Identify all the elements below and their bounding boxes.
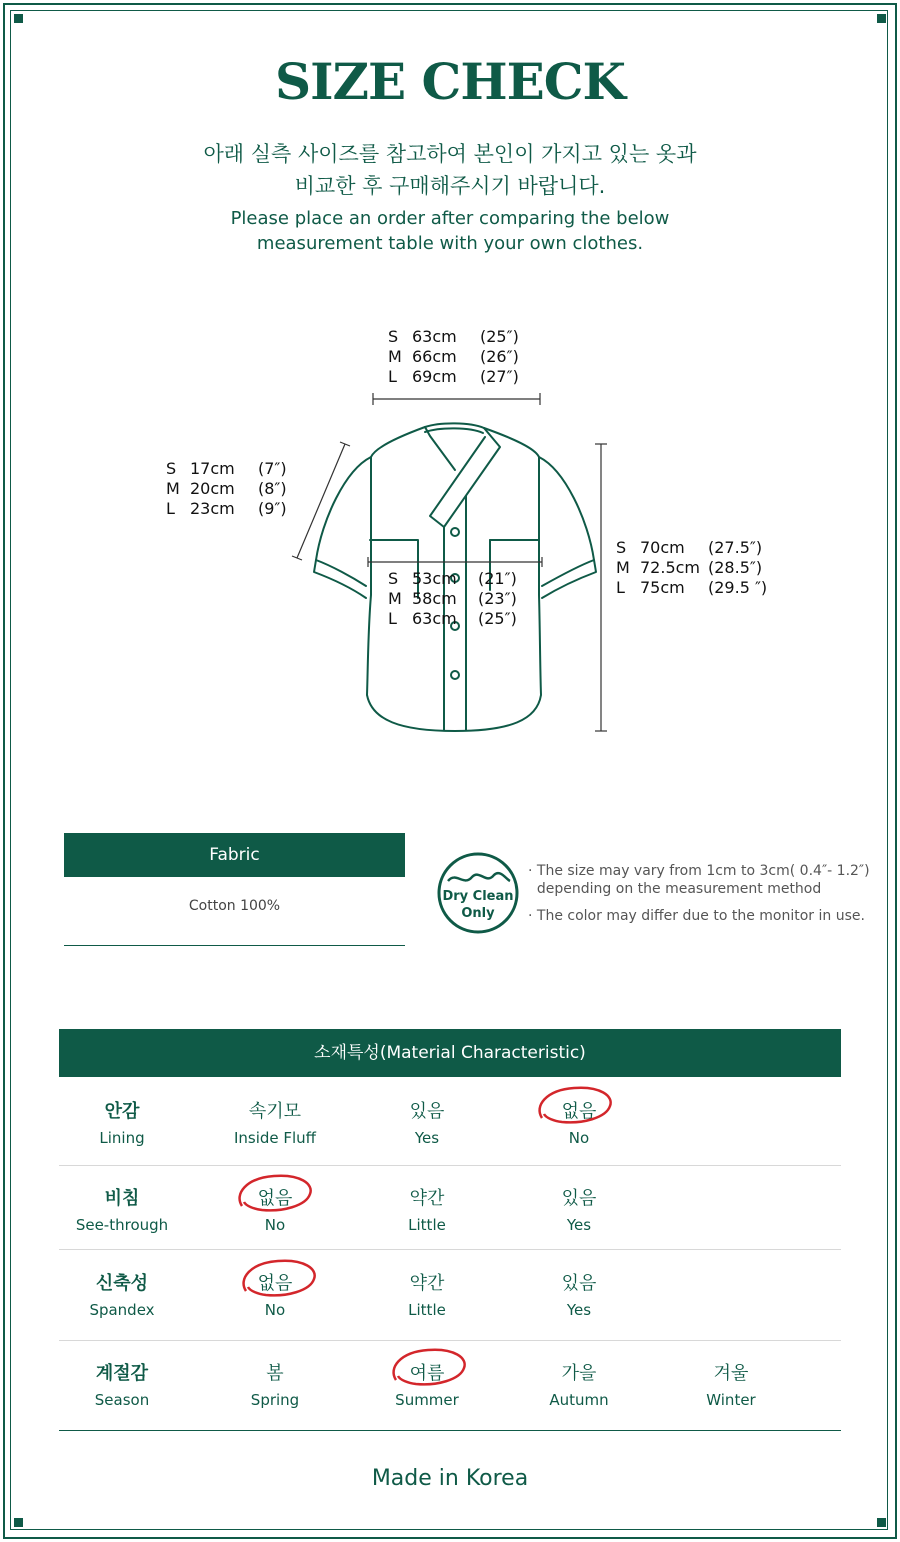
label-en: Season xyxy=(94,1391,150,1409)
option-kr: 있음 xyxy=(561,1188,597,1209)
row-label-spandex xyxy=(47,1269,197,1319)
option-en: Summer xyxy=(395,1391,459,1409)
option-summer-selected xyxy=(352,1359,502,1409)
row-label-season xyxy=(47,1359,197,1409)
option-little xyxy=(352,1269,502,1319)
label-kr: 비침 xyxy=(104,1188,140,1209)
inch-value: (29.5 ″) xyxy=(708,578,768,597)
intro-kr-line-1: 아래 실측 사이즈를 참고하여 본인이 가지고 있는 옷과 xyxy=(203,142,697,166)
shoulder-measurements xyxy=(388,327,519,387)
option-no-selected xyxy=(200,1269,350,1319)
size-label: L xyxy=(616,578,625,597)
cm-value: 53cm xyxy=(412,569,457,588)
row-label-lining xyxy=(47,1097,197,1147)
cm-value: 17cm xyxy=(190,459,235,478)
row-divider xyxy=(59,1340,841,1341)
inch-value: (27″) xyxy=(480,367,519,386)
size-label: L xyxy=(388,609,397,628)
option-kr: 없음 xyxy=(257,1273,293,1294)
label-kr: 안감 xyxy=(104,1101,140,1122)
made-in-korea: Made in Korea xyxy=(371,1466,529,1491)
cm-value: 58cm xyxy=(412,589,457,608)
size-label: S xyxy=(388,327,399,346)
note-monitor-color: · The color may differ due to the monitor in use. xyxy=(528,908,865,924)
option-kr: 있음 xyxy=(561,1273,597,1294)
option-kr: 없음 xyxy=(257,1188,293,1209)
option-en: Little xyxy=(408,1216,446,1234)
size-label: S xyxy=(616,538,627,557)
option-en: Autumn xyxy=(549,1391,609,1409)
inch-value: (25″) xyxy=(478,609,517,628)
option-kr: 겨울 xyxy=(713,1363,749,1384)
option-kr: 약간 xyxy=(409,1273,445,1294)
cm-value: 23cm xyxy=(190,499,235,518)
cm-value: 70cm xyxy=(640,538,685,557)
option-spring xyxy=(200,1359,350,1409)
material-header: 소재특성(Material Characteristic) xyxy=(59,1029,841,1077)
size-label: M xyxy=(388,347,402,366)
option-en: Spring xyxy=(250,1391,300,1409)
option-yes xyxy=(504,1184,654,1234)
size-label: M xyxy=(388,589,402,608)
label-kr: 신축성 xyxy=(95,1273,149,1294)
note-measurement-method: depending on the measurement method xyxy=(528,881,822,897)
cm-value: 69cm xyxy=(412,367,457,386)
inch-value: (8″) xyxy=(258,479,287,498)
option-inside-fluff xyxy=(200,1097,350,1147)
intro-en-line-1: Please place an order after comparing the below xyxy=(230,208,670,229)
option-little xyxy=(352,1184,502,1234)
label-en: Lining xyxy=(99,1129,145,1147)
size-label: L xyxy=(388,367,397,386)
intro-en-line-2: measurement table with your own clothes. xyxy=(256,233,644,254)
option-en: No xyxy=(264,1216,286,1234)
corner-square xyxy=(877,1518,886,1527)
label-kr: 계절감 xyxy=(95,1363,149,1384)
size-label: S xyxy=(166,459,177,478)
option-kr: 없음 xyxy=(561,1101,597,1122)
option-en: Yes xyxy=(566,1301,592,1319)
cm-value: 72.5cm xyxy=(640,558,701,577)
option-kr: 약간 xyxy=(409,1188,445,1209)
note-size-variance: · The size may vary from 1cm to 3cm( 0.4″- 1.2″) xyxy=(528,863,870,879)
chest-measurements xyxy=(388,569,517,629)
option-no-selected xyxy=(200,1184,350,1234)
option-en: Yes xyxy=(414,1129,440,1147)
cm-value: 63cm xyxy=(412,327,457,346)
option-no-selected xyxy=(504,1097,654,1147)
option-en: Inside Fluff xyxy=(233,1129,317,1147)
inch-value: (21″) xyxy=(478,569,517,588)
table-bottom-line xyxy=(59,1430,841,1431)
inch-value: (26″) xyxy=(480,347,519,366)
fabric-value: Cotton 100% xyxy=(188,898,281,914)
row-label-see-through xyxy=(47,1184,197,1234)
option-en: No xyxy=(568,1129,590,1147)
option-en: No xyxy=(264,1301,286,1319)
size-label: L xyxy=(166,499,175,518)
size-label: S xyxy=(388,569,399,588)
dry-clean-icon xyxy=(436,851,520,935)
label-en: Spandex xyxy=(89,1301,155,1319)
row-divider xyxy=(59,1165,841,1166)
size-label: M xyxy=(166,479,180,498)
intro-kr-line-2: 비교한 후 구매해주시기 바랍니다. xyxy=(294,174,606,198)
inch-value: (7″) xyxy=(258,459,287,478)
length-measurements xyxy=(616,538,767,598)
option-en: Yes xyxy=(566,1216,592,1234)
cm-value: 63cm xyxy=(412,609,457,628)
page-title: SIZE CHECK xyxy=(275,52,625,111)
inch-value: (9″) xyxy=(258,499,287,518)
fabric-divider xyxy=(64,945,405,946)
option-autumn xyxy=(504,1359,654,1409)
cm-value: 66cm xyxy=(412,347,457,366)
size-label: M xyxy=(616,558,630,577)
corner-square xyxy=(14,1518,23,1527)
cm-value: 75cm xyxy=(640,578,685,597)
fabric-header: Fabric xyxy=(64,833,405,877)
inch-value: (23″) xyxy=(478,589,517,608)
option-yes xyxy=(352,1097,502,1147)
dry-clean-text-2: Only xyxy=(461,906,495,921)
option-kr: 가을 xyxy=(561,1363,597,1384)
cm-value: 20cm xyxy=(190,479,235,498)
option-en: Little xyxy=(408,1301,446,1319)
option-kr: 여름 xyxy=(409,1363,445,1384)
option-kr: 있음 xyxy=(409,1101,445,1122)
option-kr: 속기모 xyxy=(248,1101,302,1122)
option-yes xyxy=(504,1269,654,1319)
option-en: Winter xyxy=(706,1391,756,1409)
sleeve-measurements xyxy=(166,459,287,519)
inch-value: (27.5″) xyxy=(708,538,763,557)
label-en: See-through xyxy=(75,1216,169,1234)
option-winter xyxy=(656,1359,806,1409)
inch-value: (25″) xyxy=(480,327,519,346)
inch-value: (28.5″) xyxy=(708,558,763,577)
dry-clean-text: Dry Clean xyxy=(442,889,514,904)
row-divider xyxy=(59,1249,841,1250)
option-kr: 봄 xyxy=(266,1363,284,1384)
